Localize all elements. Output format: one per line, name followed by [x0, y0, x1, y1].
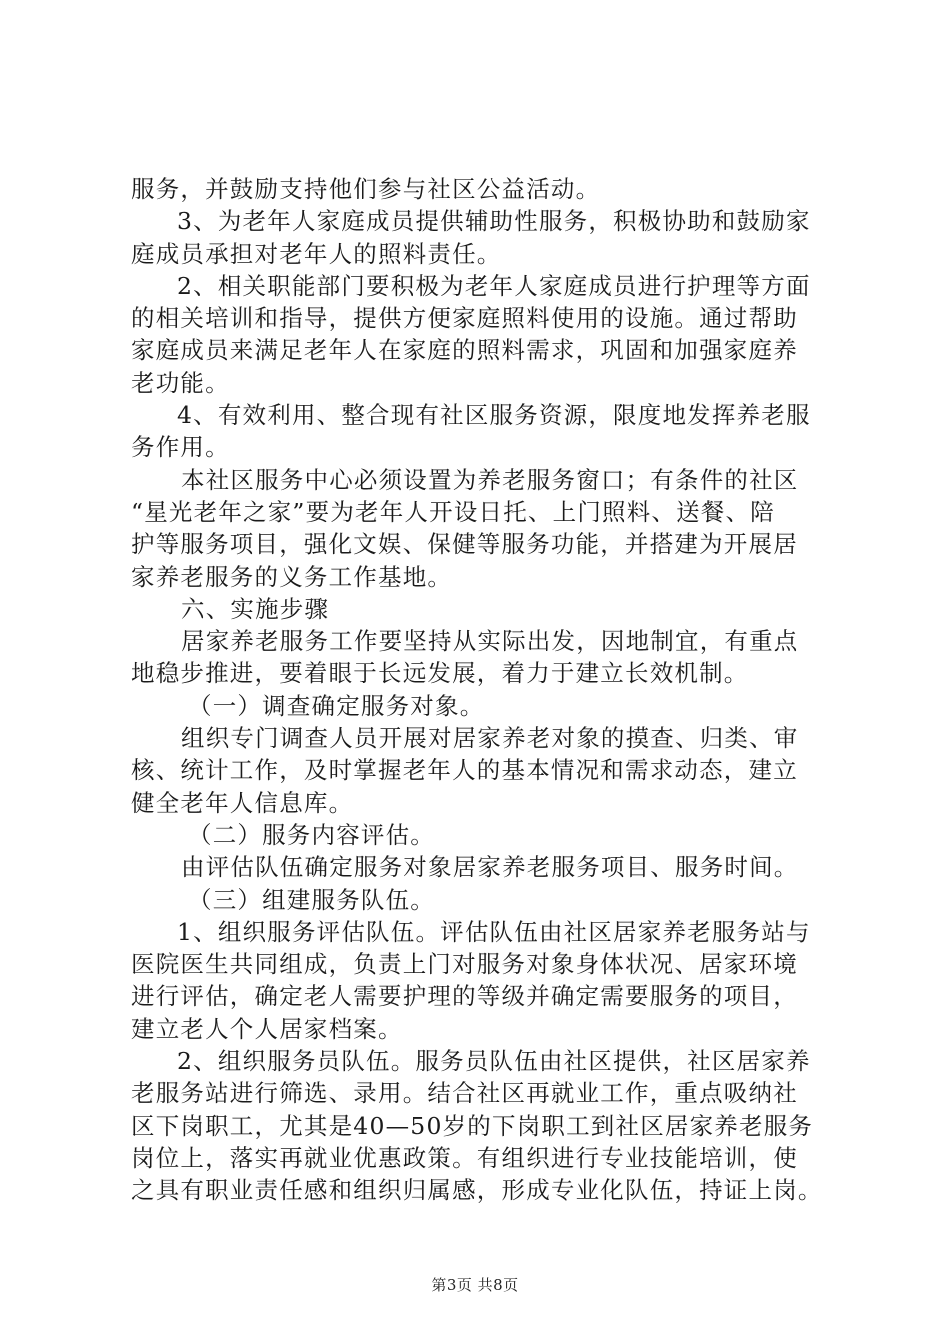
text-line: 进行评估，确定老人需要护理的等级并确定需要服务的项目，: [131, 982, 798, 1011]
text-line: 的相关培训和指导，提供方便家庭照料使用的设施。通过帮助: [131, 304, 798, 333]
subsection-heading: （二）服务内容评估。: [188, 820, 435, 849]
text-line: 建立老人个人居家档案。: [131, 1014, 403, 1043]
text-line: 2、相关职能部门要积极为老年人家庭成员进行护理等方面: [177, 271, 811, 300]
text-line: 家庭成员来满足老年人在家庭的照料需求，巩固和加强家庭养: [131, 336, 798, 365]
text-line: 家养老服务的义务工作基地。: [131, 562, 453, 591]
text-line: 居家养老服务工作要坚持从实际出发，因地制宜，有重点: [181, 627, 799, 656]
text-line: 3、为老年人家庭成员提供辅助性服务，积极协助和鼓励家: [177, 207, 811, 236]
text-line: 1、组织服务评估队伍。评估队伍由社区居家养老服务站与: [177, 917, 811, 946]
text-line: 地稳步推进，要着眼于长远发展，着力于建立长效机制。: [131, 659, 749, 688]
text-line: 务作用。: [131, 433, 230, 462]
text-line: 岗位上，落实再就业优惠政策。有组织进行专业技能培训，使: [131, 1143, 798, 1172]
text-line: 老服务站进行筛选、录用。结合社区再就业工作，重点吸纳社: [131, 1079, 798, 1108]
text-line: 老功能。: [131, 368, 230, 397]
section-heading: 六、实施步骤: [181, 594, 330, 623]
text-line: 核、统计工作，及时掌握老年人的基本情况和需求动态，建立: [131, 756, 798, 785]
subsection-heading: （三）组建服务队伍。: [188, 885, 435, 914]
body-text: [131, 173, 851, 1207]
text-line: 医院医生共同组成，负责上门对服务对象身体状况、居家环境: [131, 950, 798, 979]
text-line: 庭成员承担对老年人的照料责任。: [131, 239, 502, 268]
text-line: 组织专门调查人员开展对居家养老对象的摸查、归类、审: [181, 724, 799, 753]
text-line: 服务，并鼓励支持他们参与社区公益活动。: [131, 175, 601, 203]
text-line: 本社区服务中心必须设置为养老服务窗口；有条件的社区: [181, 465, 799, 494]
text-line: “星光老年之家”要为老年人开设日托、上门照料、送餐、陪: [131, 497, 775, 526]
text-line: 4、有效利用、整合现有社区服务资源，限度地发挥养老服: [177, 401, 811, 430]
text-line: 护等服务项目，强化文娱、保健等服务功能，并搭建为开展居: [131, 530, 798, 559]
text-line: 2、组织服务员队伍。服务员队伍由社区提供，社区居家养: [177, 1047, 811, 1076]
text-line: 区下岗职工，尤其是40—50岁的下岗职工到社区居家养老服务: [131, 1111, 814, 1140]
text-line: 由评估队伍确定服务对象居家养老服务项目、服务时间。: [181, 853, 799, 882]
page-number-footer: 第3页 共8页: [431, 1276, 519, 1294]
text-line: 之具有职业责任感和组织归属感，形成专业化队伍，持证上岗。: [131, 1176, 823, 1205]
subsection-heading: （一）调查确定服务对象。: [188, 691, 485, 720]
text-line: 健全老年人信息库。: [131, 788, 354, 817]
